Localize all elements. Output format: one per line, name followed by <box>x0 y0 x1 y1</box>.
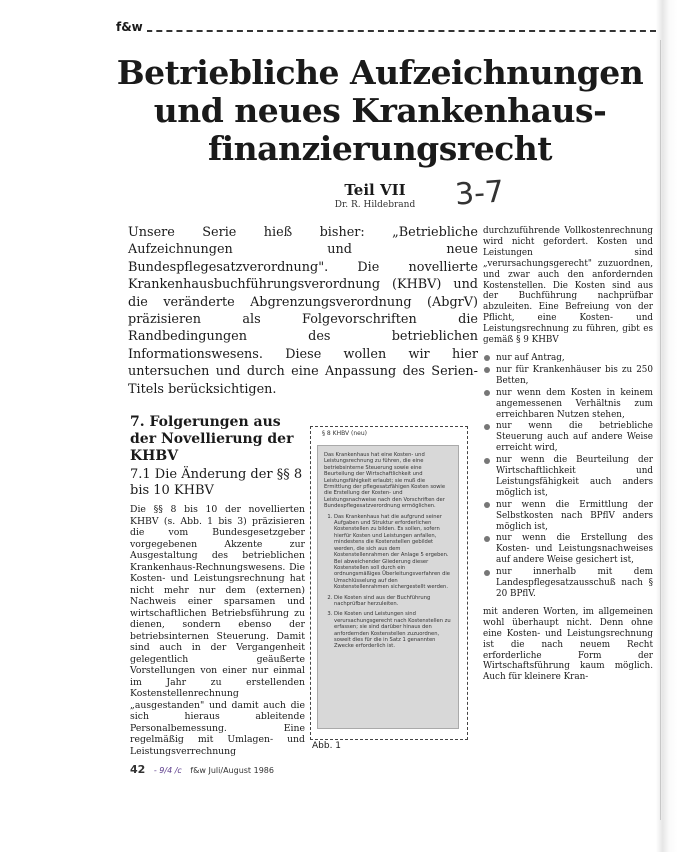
subsection-heading: 7.1 Die Änderung der §§ 8 bis 10 KHBV <box>130 467 303 498</box>
condition-list <box>483 353 653 600</box>
page-number: 42 <box>130 763 146 776</box>
condition-list-item: nur wenn die Erstellung des Kosten- und Leistungsnachweises auf andere Weise gesichert ist, <box>483 533 653 566</box>
section-heading: 7. Folgerungen aus der Novellierung der KHBV <box>130 414 294 464</box>
title-line: finanzierungsrecht <box>207 129 553 168</box>
figure-label: § 8 KHBV (neu) <box>322 430 367 437</box>
figure-caption: Abb. 1 <box>312 741 342 751</box>
part-label: Teil VII <box>344 181 406 199</box>
archive-stamp: - 9/4 /c <box>153 766 182 775</box>
condition-list-item: nur für Krankenhäuser bis zu 250 Betten, <box>483 365 653 387</box>
condition-list-item: nur wenn die betriebliche Steuerung auch auf andere Weise erreicht wird, <box>483 421 653 454</box>
condition-list-item: nur innerhalb mit dem Landespflegesatzausschuß nach § 20 BPflV. <box>483 567 653 600</box>
source-line: f&w Juli/August 1986 <box>190 766 274 775</box>
figure-list-item: 1. Das Krankenhaus hat die aufgrund seiner Aufgaben und Struktur erforderlichen Kostenstellen zu bilden. Es sollen, sofern hierfür Kosten und Leistungen anfallen, mindestens die Kostenstellen gebildet werden, die sich aus dem Kostenstellenrahmen der Anlage 5 ergeben. Bei abweichender Gliederung dieser Kostenstellen soll durch ein ordnungsmäßiges Überleitungsverfahren die Umschlüsselung auf den Kostenstellenrahmen sichergestellt werden. <box>334 514 452 591</box>
figure-list-item: 3. Die Kosten und Leistungen sind verursachungsgerecht nach Kostenstellen zu erfassen; sie sind darüber hinaus den anfordernden Kostenstellen zuzuordnen, soweit dies für die in Satz 1 genannten Zwecke erforderlich ist. <box>334 611 452 649</box>
handwritten-note: 3-7 <box>453 174 506 213</box>
page-footer <box>130 763 274 776</box>
left-column <box>130 414 305 757</box>
title-line: und neues Krankenhaus- <box>153 91 607 130</box>
figure-intro-text: Das Krankenhaus hat eine Kosten- und Leistungsrechnung zu führen, die eine betriebsinterne Steuerung sowie eine Beurteilung der Wirtschaftlichkeit und Leistungsfähigkeit erlaubt; sie muß die Ermittlung der pflegesatzfähigen Kosten sowie die Erstellung der Kosten- und Leistungsnachweise nach den Vorschriften der Bundespflegesatzverordnung ermöglichen. <box>324 452 446 510</box>
condition-list-item: nur wenn die Beurteilung der Wirtschaftlichkeit und Leistungsfähigkeit auch anders möglich ist, <box>483 455 653 499</box>
right-column <box>483 226 653 690</box>
intro-paragraph: Unsere Serie hieß bisher: „Betriebliche Aufzeichnungen und neue Bundespflegesatzverordnung". Die novellierte Krankenhausbuchführungsverordnung (KHBV) und die veränderte Abgrenzungsverordnung (AbgrV) präzisieren als Folgevorschriften die Randbedingungen des betrieblichen Informationswesens. Diese wollen wir hier untersuchen und durch eine Anpassung des Serien-Titels berücksichtigen. <box>128 225 478 397</box>
figure-content <box>317 445 459 729</box>
left-body-text: Die §§ 8 bis 10 der novellierten KHBV (s. Abb. 1 bis 3) präzisieren die vom Bundesgesetzgeber vorgegebenen Akzente zur Ausgestaltung des betrieblichen Krankenhaus-Rechnungswesens. Die Kosten- und Leistungsrechnung hat nicht mehr nur dem (externen) Nachweis einer sparsamen und wirtschaftlichen Betriebsführung zu dienen, sondern ebenso der betriebsinternen Steuerung. Damit sind auch in der Vergangenheit gelegentlich geäußerte Vorstellungen von einer nur einmal im Jahr zu erstellenden Kostenstellenrechnung „ausgestanden" und damit auch die sich hieraus ableitende Personalbemessung. Eine regelmäßig mit Umlagen- und Leistungsverrechnung <box>130 504 305 757</box>
condition-list-item: nur wenn dem Kosten in keinem angemessenen Verhältnis zum erreichbaren Nutzen stehen, <box>483 388 653 421</box>
title-line: Betriebliche Aufzeichnungen <box>116 53 644 92</box>
figure-list <box>324 514 452 650</box>
condition-list-item: nur wenn die Ermittlung der Selbstkosten nach BPflV anders möglich ist, <box>483 500 653 533</box>
masthead-logo: f&w <box>116 20 147 34</box>
condition-list-item: nur auf Antrag, <box>483 353 653 364</box>
scan-edge-line <box>660 40 661 820</box>
right-paragraph: durchzuführende Vollkostenrechnung wird nicht gefordert. Kosten und Leistungen sind „verursachungsgerecht" zuzuordnen, und zwar auch den anfordernden Kostenstellen. Die Kosten sind aus der Buchführung nachprüfbar abzuleiten. Eine Befreiung von der Pflicht, eine Kosten- und Leistungsrechnung zu führen, gibt es gemäß § 9 KHBV <box>483 226 653 346</box>
article-title <box>110 54 650 168</box>
header-rule <box>116 30 656 32</box>
right-paragraph: mit anderen Worten, im allgemeinen wohl überhaupt nicht. Denn ohne eine Kosten- und Leistungsrechnung ist die nach neuem Recht erforderliche Form der Wirtschaftsführung kaum möglich. Auch für kleinere Kran- <box>483 606 653 683</box>
figure-list-item: 2. Die Kosten sind aus der Buchführung nachprüfbar herzuleiten. <box>334 595 452 608</box>
author-line: Dr. R. Hildebrand <box>334 200 416 210</box>
